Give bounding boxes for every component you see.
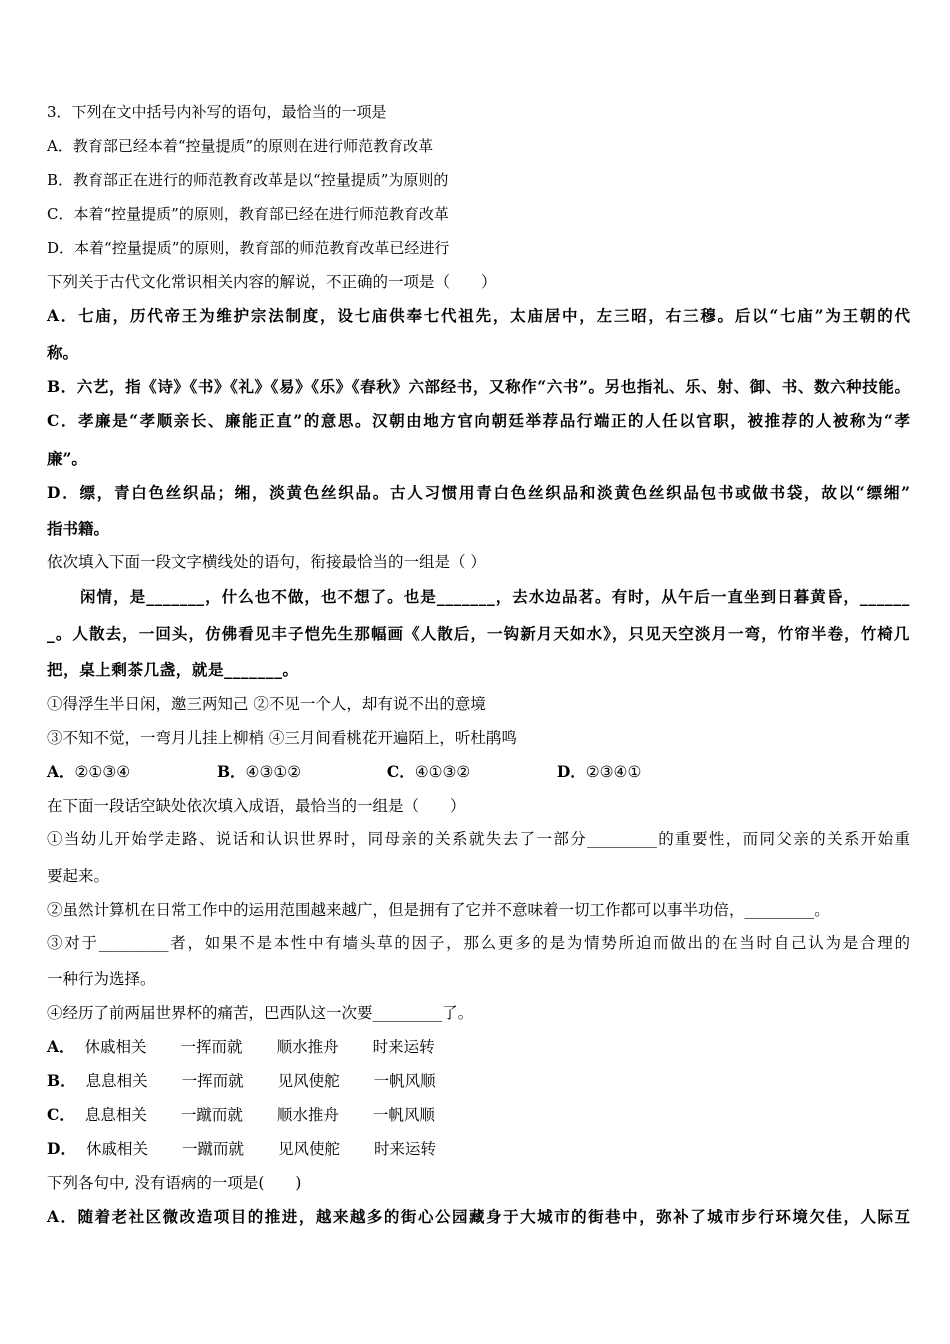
q3-stem: 3．下列在文中括号内补写的语句，最恰当的一项是 (47, 103, 387, 121)
culture-option-d-line1: D．缥，青白色丝织品；缃，淡黄色丝织品。古人习惯用青白色丝织品和淡黄色丝织品包书或做书袋，故以“缥缃” (47, 483, 910, 502)
fill-option-d: D．②③④① (556, 762, 642, 781)
fill-passage-line2: _。人散去，一回头，仿佛看见丰子恺先生那幅画《人散后，一钩新月天如水》，只见天空淡月一弯，竹帘半卷，竹椅几 (47, 624, 910, 643)
fill-option-c: C．④①③② (386, 762, 471, 781)
culture-option-b: B．六艺，指《诗》《书》《礼》《易》《乐》《春秋》六部经书，又称作“六书”。另也指礼、乐、射、御、书、数六种技能。 (47, 377, 910, 396)
q3-option-b: B．教育部正在进行的师范教育改革是以“控量提质”为原则的 (47, 171, 449, 189)
idiom-option-b: B． 息息相关 一挥而就 见风使舵 一帆风顺 (47, 1071, 436, 1090)
q3-option-d: D．本着“控量提质”的原则，教育部的师范教育改革已经进行 (47, 239, 450, 257)
fill-sentences-3-4: ③不知不觉，一弯月儿挂上柳梢 ④三月间看桃花开遍陌上，听杜鹃鸣 (47, 729, 517, 747)
fill-option-b: B．④③①② (216, 762, 302, 781)
culture-option-d-line2: 指书籍。 (47, 519, 110, 538)
culture-option-c-line1: C．孝廉是“孝顺亲长、廉能正直”的意思。汉朝由地方官向朝廷举荐品行端正的人任以官职，被推荐的人被称为“孝 (47, 411, 910, 430)
fill-options-row (47, 761, 910, 783)
idiom-sentence-2: ②虽然计算机在日常工作中的运用范围越来越广，但是拥有了它并不意味着一切工作都可以事半功倍，_________。 (47, 901, 830, 919)
q3-option-a: A．教育部已经本着“控量提质”的原则在进行师范教育改革 (47, 137, 434, 155)
idiom-option-a: A． 休戚相关 一挥而就 顺水推舟 时来运转 (47, 1037, 435, 1056)
grammar-question-stem: 下列各句中, 没有语病的一项是( ) (47, 1174, 302, 1192)
fill-passage-line1: 闲情，是_______，什么也不做，也不想了。也是_______，去水边品茗。有时，从午后一直坐到日暮黄昏，______ (80, 587, 910, 606)
culture-option-a-line1: A．七庙，历代帝王为维护宗法制度，设七庙供奉七代祖先，太庙居中，左三昭，右三穆。后以“七庙”为王朝的代 (47, 306, 910, 325)
q3-option-c: C．本着“控量提质”的原则，教育部已经在进行师范教育改革 (47, 205, 449, 223)
grammar-option-a-line1: A．随着老社区微改造项目的推进，越来越多的街心公园藏身于大城市的街巷中，弥补了城市步行环境欠佳，人际互 (47, 1207, 910, 1226)
culture-option-a-line2: 称。 (47, 343, 79, 362)
idiom-sentence-4: ④经历了前两届世界杯的痛苦，巴西队这一次要_________了。 (47, 1004, 474, 1022)
idiom-sentence-1-line1: ①当幼儿开始学走路、说话和认识世界时，同母亲的关系就失去了一部分_________的重要性，而同父亲的关系开始重 (47, 830, 910, 848)
culture-question-stem: 下列关于古代文化常识相关内容的解说，不正确的一项是（ ） (47, 273, 497, 291)
idiom-sentence-3-line2: 一种行为选择。 (47, 970, 156, 988)
idiom-option-c: C． 息息相关 一蹴而就 顺水推舟 一帆风顺 (47, 1105, 435, 1124)
idiom-sentence-1-line2: 要起来。 (47, 867, 110, 885)
fill-sentences-1-2: ①得浮生半日闲，邀三两知己 ②不见一个人，却有说不出的意境 (47, 695, 486, 713)
culture-option-c-line2: 廉”。 (47, 449, 87, 468)
idiom-option-d: D． 休戚相关 一蹴而就 见风使舵 时来运转 (47, 1139, 437, 1158)
fill-option-a: A．②①③④ (47, 762, 131, 781)
idiom-question-stem: 在下面一段话空缺处依次填入成语，最恰当的一组是（ ） (47, 797, 466, 815)
fill-passage-line3: 把，桌上剩茶几盏，就是_______。 (47, 660, 299, 679)
fill-question-stem: 依次填入下面一段文字横线处的语句，衔接最恰当的一组是（ ） (47, 553, 486, 571)
idiom-sentence-3-line1: ③对于_________者，如果不是本性中有墙头草的因子，那么更多的是为情势所迫而做出的在当时自己认为是合理的 (47, 934, 910, 952)
